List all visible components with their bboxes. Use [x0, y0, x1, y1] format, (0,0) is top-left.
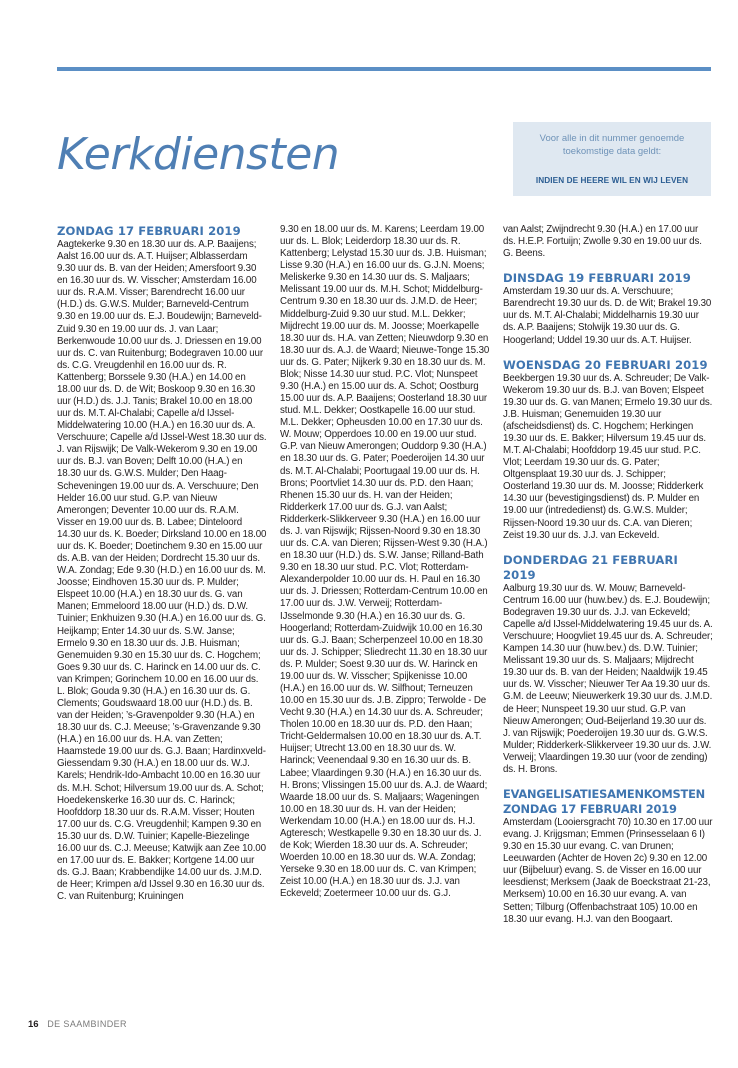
- top-rule: [57, 67, 711, 71]
- service-section: [503, 358, 713, 542]
- service-section: [503, 271, 713, 346]
- service-section: [503, 553, 713, 776]
- column-3: [503, 224, 713, 931]
- page-number: 16: [28, 1019, 39, 1030]
- section-body: Amsterdam (Looiersgracht 70) 10.30 en 17.00 uur evang. J. Krijgsman; Emmen (Prinsesselaan 6 I) 9.30 en 15.30 uur evang. C. van Drunen; Leeuwarden (Achter de Hoven 2c) 9.30 en 12.00 uur (Bijbeluur) evang. S. de Visser en 16.00 uur leesdienst; Merksem (Jaak de Boeckstraat 21-23, Merksem) 10.00 en 16.30 uur evang. A. van Setten; Tilburg (Offenbachstraat 105) 10.00 en 18.30 uur evang. H.J. van den Boogaart.: [503, 816, 713, 925]
- section-heading: EVANGELISATIESAMENKOMSTEN ZONDAG 17 FEBRUARI 2019: [503, 786, 706, 816]
- column-1: [57, 224, 267, 908]
- service-section: [503, 787, 713, 926]
- section-body: Aagtekerke 9.30 en 18.30 uur ds. A.P. Baaijens; Aalst 16.00 uur ds. A.T. Huijser; Alblasserdam 9.30 uur ds. B. van der Heiden; Amersfoort 9.30 en 16.30 uur ds. W. Visscher; Amsterdam 16.00 uur ds. R.A.M. Visser; Barendrecht 16.00 uur (H.D.) ds. G.W.S. Mulder; Barneveld-Centrum 9.30 en 19.00 uur ds. E.J. Boudewijn; Barneveld-Zuid 9.30 en 19.00 uur ds. J. van Laar; Berkenwoude 10.00 uur ds. J. Driessen en 19.00 uur ds. C. van Ruitenburg; Bodegraven 10.00 uur ds. C.G. Vreugdenhil en 16.00 uur ds. R. Kattenberg; Borssele 9.30 (H.A.) en 14.00 en 18.00 uur ds. D. de Wit; Boskoop 9.30 en 16.30 uur (H.D.) ds. J.J. Tanis; Brakel 10.00 en 18.00 uur ds. M.T. Al-Chalabi; Capelle a/d IJssel-Middelwatering 10.00 (H.A.) en 16.30 uur ds. A. Verschuure; Capelle a/d IJssel-West 18.30 uur ds. J. van Rijswijk; De Valk-Wekerom 9.30 en 19.00 uur ds. B.J. van Boven; Delft 10.00 (H.A.) en 18.30 uur ds. G.W.S. Mulder; Den Haag-Scheveningen 19.00 uur ds. A. Verschuure; Den Helder 16.00 uur stud. G.P. van Nieuw Amerongen; Deventer 10.00 uur ds. R.A.M. Visser en 19.00 uur ds. B. Labee; Dinteloord 14.30 uur ds. K. Boeder; Dirksland 10.00 en 18.00 uur ds. K. Boeder; Doetinchem 9.30 en 15.00 uur ds. A.B. van der Heiden; Dordrecht 15.30 uur ds. W.A. Zondag; Ede 9.30 (H.D.) en 16.00 uur ds. M. Joosse; Eindhoven 15.30 uur ds. P. Mulder; Elspeet 10.00 (H.A.) en 18.30 uur ds. G. van Manen; Emmeloord 18.00 uur (H.D.) ds. D.W. Tuinier; Enkhuizen 9.30 (H.A.) en 16.00 uur ds. G. Heijkamp; Enter 14.30 uur ds. S.W. Janse; Ermelo 9.30 en 18.30 uur ds. J.B. Huisman; Genemuiden 9.30 en 15.30 uur ds. C. Hogchem; Goes 9.30 uur ds. C. Harinck en 14.00 uur ds. C. van Krimpen; Gorinchem 10.00 en 16.00 uur ds. L. Blok; Gouda 9.30 (H.A.) en 16.30 uur ds. G. Clements; Goudswaard 18.00 uur (H.D.) ds. B. van der Heiden; ’s-Gravenpolder 9.30 (H.A.) en 18.30 uur ds. C.J. Meeuse; ’s-Gravenzande 9.30 (H.A.) en 16.00 uur ds. H.A. van Zetten; Haamstede 19.00 uur ds. G.J. Baan; Hardinxveld-Giessendam 9.30 (H.A.) en 18.00 uur ds. W.J. Karels; Hendrik-Ido-Ambacht 10.00 en 16.30 uur ds. M.H. Schot; Hilversum 19.00 uur ds. A. Schot; Hoedekenskerke 16.30 uur ds. C. Harinck; Hoofddorp 18.30 uur ds. R.A.M. Visser; Houten 17.00 uur ds. C.G. Vreugdenhil; Kampen 9.30 en 15.30 uur ds. D.W. Tuinier; Kapelle-Biezelinge 16.00 uur ds. C.J. Meeuse; Katwijk aan Zee 10.00 en 17.00 uur ds. E. Bakker; Kortgene 14.00 uur ds. G.J. Baan; Krabbendijke 14.00 uur ds. J.M.D. de Heer; Krimpen a/d IJssel 9.30 en 16.30 uur ds. C. van Ruitenburg; Kruiningen: [57, 239, 267, 903]
- section-heading: WOENSDAG 20 FEBRUARI 2019: [503, 357, 708, 372]
- section-body: 9.30 en 18.00 uur ds. M. Karens; Leerdam 19.00 uur ds. L. Blok; Leiderdorp 18.30 uur ds. R. Kattenberg; Lelystad 15.30 uur ds. J.B. Huisman; Lisse 9.30 (H.A.) en 16.00 uur ds. G.J.N. Moens; Meliskerke 9.30 en 14.30 uur ds. S. Maljaars; Melissant 19.00 uur ds. M.H. Schot; Middelburg-Centrum 9.30 en 18.30 uur ds. J.M.D. de Heer; Middelburg-Zuid 9.30 uur stud. M.L. Dekker; Mijdrecht 19.00 uur ds. M. Joosse; Moerkapelle 18.30 uur ds. H.A. van Zetten; Nieuwdorp 9.30 en 18.30 uur ds. A.J. de Waard; Nieuwe-Tonge 15.30 uur ds. G. Pater; Nijkerk 9.30 en 18.30 uur ds. M. Blok; Nisse 14.30 uur stud. P.C. Vlot; Nunspeet 9.30 (H.A.) en 15.00 uur ds. A. Schot; Oostburg 15.00 uur ds. A.P. Baaijens; Oosterland 18.30 uur stud. M.L. Dekker; Oostkapelle 16.00 uur stud. M.L. Dekker; Opheusden 10.00 en 17.30 uur ds. W. Mouw; Opperdoes 10.00 en 19.00 uur stud. G.P. van Nieuw Amerongen; Ouddorp 9.30 (H.A.) en 18.30 uur ds. G. Pater; Poederoijen 14.30 uur ds. M.T. Al-Chalabi; Poortugaal 19.00 uur ds. H. Brons; Poortvliet 14.30 uur ds. P.D. den Haan; Rhenen 15.30 uur ds. H. van der Heiden; Ridderkerk 17.00 uur ds. G.J. van Aalst; Ridderkerk-Slikkerveer 9.30 (H.A.) en 16.00 uur ds. J. van Rijswijk; Rijssen-Noord 9.30 en 18.30 uur ds. C.A. van Dieren; Rijssen-West 9.30 (H.A.) en 18.30 uur (H.D.) ds. S.W. Janse; Rilland-Bath 9.30 en 18.30 uur stud. P.C. Vlot; Rotterdam-Alexanderpolder 10.00 uur ds. H. Paul en 16.30 uur ds. J. Driessen; Rotterdam-Centrum 10.00 en 17.00 uur ds. J.W. Verweij; Rotterdam-IJsselmonde 9.30 (H.A.) en 16.30 uur ds. G. Hoogerland; Rotterdam-Zuidwijk 10.00 en 16.30 uur ds. G.J. Baan; Scherpenzeel 10.00 en 18.30 uur ds. J. Schipper; Sliedrecht 11.30 en 18.30 uur ds. P. Mulder; Soest 9.30 uur ds. W. Harinck en 19.00 uur ds. W. Visscher; Spijkenisse 10.00 (H.A.) en 16.00 uur ds. W. Silfhout; Terneuzen 10.00 en 15.30 uur ds. J.B. Zippro; Terwolde - De Vecht 9.30 (H.A.) en 14.30 uur ds. A. Schreuder; Tholen 10.00 en 18.30 uur ds. P.D. den Haan; Tricht-Geldermalsen 10.00 en 18.30 uur ds. A.T. Huijser; Utrecht 13.00 en 18.30 uur ds. W. Harinck; Veenendaal 9.30 en 16.30 uur ds. B. Labee; Vlaardingen 9.30 (H.A.) en 16.30 uur ds. H. Brons; Vlissingen 15.00 uur ds. A.J. de Waard; Waarde 18.00 uur ds. S. Maljaars; Wageningen 10.00 en 18.30 uur ds. H. van der Heiden; Werkendam 10.00 (H.A.) en 18.00 uur ds. H.J. Agteresch; Westkapelle 9.30 en 18.30 uur ds. J. de Kok; Wierden 18.30 uur ds. A. Schreuder; Woerden 10.00 en 18.30 uur ds. W.A. Zondag; Yerseke 9.30 en 18.00 uur ds. C. van Krimpen; Zeist 10.00 (H.A.) en 18.30 uur ds. J.J. van Eckeveld; Zoetermeer 10.00 uur ds. G.J.: [280, 224, 490, 900]
- section-body: Beekbergen 19.30 uur ds. A. Schreuder; De Valk-Wekerom 19.30 uur ds. B.J. van Boven; Elspeet 19.30 uur ds. G. van Manen; Ermelo 19.30 uur ds. J.B. Huisman; Genemuiden 19.30 uur (afscheidsdienst) ds. C. Hogchem; Herkingen 19.30 uur ds. E. Bakker; Hilversum 19.45 uur ds. M.T. Al-Chalabi; Hoofddorp 19.45 uur stud. P.C. Vlot; Leerdam 19.30 uur ds. G. Pater; Oltgensplaat 19.30 uur ds. J. Schipper; Oosterland 19.30 uur ds. M. Joosse; Ridderkerk 14.30 uur (bevestigingsdienst) ds. P. Mulder en 19.00 uur (intrededienst) ds. G.W.S. Mulder; Rijssen-Noord 19.30 uur ds. C.A. van Dieren; Zeist 19.30 uur ds. J.J. van Eckeveld.: [503, 372, 713, 541]
- notice-text: Voor alle in dit nummer genoemde toekomstige data geldt:: [539, 133, 685, 157]
- section-body: Aalburg 19.30 uur ds. W. Mouw; Barneveld-Centrum 16.00 uur (huw.bev.) ds. E.J. Boudewijn; Bodegraven 19.30 uur ds. J.J. van Eckeveld; Capelle a/d IJssel-Middelwatering 19.45 uur ds. A. Verschuure; Hoogvliet 19.45 uur ds. A. Schreuder; Kampen 14.30 uur (huw.bev.) ds. D.W. Tuinier; Melissant 19.30 uur ds. S. Maljaars; Mijdrecht 19.30 uur ds. B. van der Heiden; Naaldwijk 19.45 uur ds. W. Visscher; Nieuwer Ter Aa 19.30 uur ds. G.M. de Leeuw; Nieuwerkerk 19.30 uur ds. J.M.D. de Heer; Nunspeet 19.30 uur stud. G.P. van Nieuw Amerongen; Oud-Beijerland 19.30 uur ds. J. van Rijswijk; Poederoijen 19.30 uur ds. G.W.S. Mulder; Ridderkerk-Slikkerveer 19.30 uur ds. J.W. Verweij; Vlaardingen 19.30 uur (voor de zending) ds. H. Brons.: [503, 582, 713, 775]
- notice-emphasis: INDIEN DE HEERE WIL EN WIJ LEVEN: [535, 176, 689, 185]
- service-section: [280, 224, 490, 900]
- section-heading: ZONDAG 17 FEBRUARI 2019: [57, 224, 241, 238]
- service-section: [503, 224, 713, 260]
- section-heading: DONDERDAG 21 FEBRUARI 2019: [503, 552, 678, 582]
- service-section: [57, 224, 267, 903]
- publication-name: DE SAAMBINDER: [47, 1019, 127, 1029]
- section-heading: DINSDAG 19 FEBRUARI 2019: [503, 271, 691, 286]
- column-2: [280, 224, 490, 905]
- section-body: Amsterdam 19.30 uur ds. A. Verschuure; Barendrecht 19.30 uur ds. D. de Wit; Brakel 19.30 uur ds. M.T. Al-Chalabi; Middelharnis 19.30 uur ds. A.P. Baaijens; Stolwijk 19.30 uur ds. G. Hoogerland; Uddel 19.30 uur ds. A.T. Huijser.: [503, 286, 712, 346]
- page-footer: [28, 1019, 127, 1030]
- section-body: van Aalst; Zwijndrecht 9.30 (H.A.) en 17.00 uur ds. H.E.P. Fortuijn; Zwolle 9.30 en 19.00 uur ds. G. Beens.: [503, 224, 702, 260]
- page-title: Kerkdiensten: [57, 129, 340, 180]
- notice-box: [513, 122, 711, 196]
